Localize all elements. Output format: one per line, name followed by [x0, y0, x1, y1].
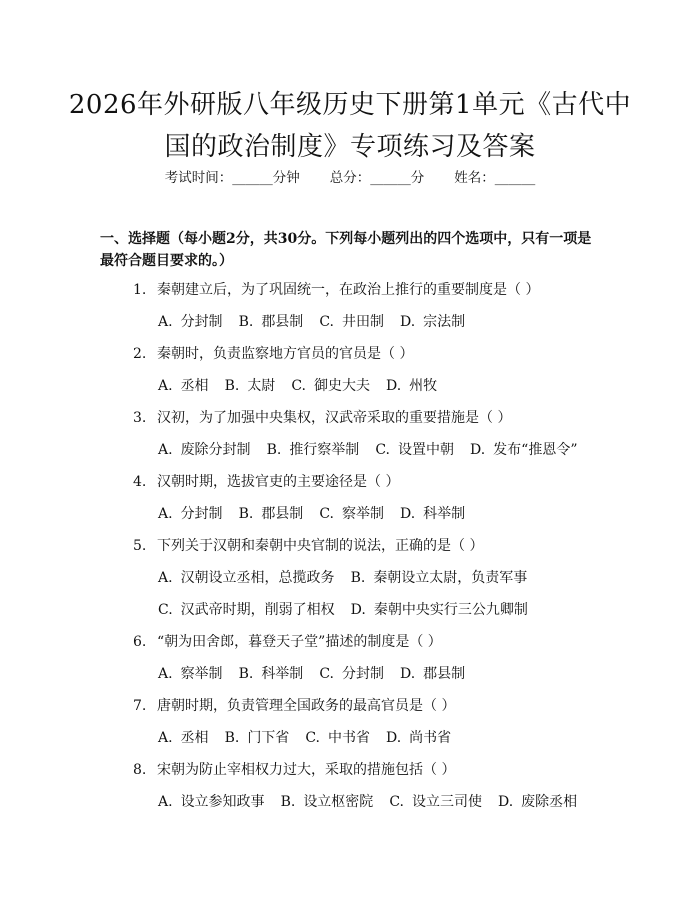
option[interactable]: B. 郡县制 — [238, 506, 304, 522]
options-row — [158, 568, 527, 588]
question-number: 8. — [133, 762, 147, 778]
option[interactable]: B. 秦朝设立太尉，负责军事 — [350, 570, 528, 586]
question — [133, 760, 455, 780]
question — [133, 408, 511, 428]
option[interactable]: C. 御史大夫 — [291, 378, 370, 394]
option[interactable]: C. 设置中朝 — [375, 442, 454, 458]
option[interactable]: B. 设立枢密院 — [280, 794, 374, 810]
question-text: 唐朝时期，负责管理全国政务的最高官员是（ ） — [157, 698, 456, 714]
options-row — [158, 440, 578, 460]
question-number: 1. — [133, 282, 147, 298]
option[interactable]: B. 郡县制 — [238, 314, 304, 330]
options-row — [158, 664, 465, 684]
question-text: 秦朝建立后，为了巩固统一，在政治上推行的重要制度是（ ） — [157, 282, 540, 298]
option[interactable]: A. 设立参知政事 — [158, 794, 265, 810]
option[interactable]: A. 分封制 — [158, 314, 223, 330]
question-number: 3. — [133, 410, 147, 426]
options-row — [158, 504, 465, 524]
option[interactable]: D. 发布“推恩令” — [469, 442, 578, 458]
option[interactable]: C. 中书省 — [305, 730, 370, 746]
question-text: 汉初，为了加强中央集权，汉武帝采取的重要措施是（ ） — [157, 410, 512, 426]
option[interactable]: B. 门下省 — [224, 730, 290, 746]
option[interactable]: C. 井田制 — [319, 314, 384, 330]
question-text: 汉朝时期，选拔官吏的主要途径是（ ） — [157, 474, 400, 490]
question — [133, 536, 483, 556]
question-number: 5. — [133, 538, 147, 554]
option[interactable]: B. 科举制 — [238, 666, 304, 682]
option[interactable]: A. 废除分封制 — [158, 442, 251, 458]
options-row — [158, 600, 528, 620]
options-row — [158, 792, 577, 812]
question — [133, 280, 539, 300]
option[interactable]: A. 察举制 — [158, 666, 223, 682]
option[interactable]: A. 丞相 — [158, 730, 209, 746]
option[interactable]: C. 分封制 — [319, 666, 384, 682]
options-row — [158, 728, 451, 748]
option[interactable]: C. 设立三司使 — [389, 794, 482, 810]
option[interactable]: B. 太尉 — [224, 378, 276, 394]
option[interactable]: D. 尚书省 — [385, 730, 452, 746]
question-text: 宋朝为防止宰相权力过大，采取的措施包括（ ） — [157, 762, 456, 778]
option[interactable]: D. 州牧 — [385, 378, 438, 394]
option[interactable]: C. 察举制 — [319, 506, 384, 522]
option[interactable]: D. 废除丞相 — [497, 794, 578, 810]
question-number: 4. — [133, 474, 147, 490]
question — [133, 472, 399, 492]
question-text: 下列关于汉朝和秦朝中央官制的说法，正确的是（ ） — [157, 538, 484, 554]
page-title: 2026年外研版八年级历史下册第1单元《古代中国的政治制度》专项练习及答案 — [68, 90, 632, 162]
question — [133, 632, 442, 652]
option[interactable]: B. 推行察举制 — [266, 442, 360, 458]
option[interactable]: A. 丞相 — [158, 378, 209, 394]
question-text: 秦朝时，负责监察地方官员的官员是（ ） — [157, 346, 414, 362]
option[interactable]: D. 科举制 — [399, 506, 466, 522]
student-name: 姓名：______ — [454, 170, 536, 186]
option[interactable]: D. 宗法制 — [399, 314, 466, 330]
total-score: 总分：______分 — [329, 170, 425, 186]
question — [133, 344, 413, 364]
exam-time: 考试时间：______分钟 — [164, 170, 300, 186]
options-row — [158, 376, 437, 396]
question — [133, 696, 455, 716]
section-heading: 一、选择题（每小题2分，共30分。下列每小题列出的四个选项中，只有一项是最符合题目要求的。） — [100, 231, 592, 269]
question-number: 6. — [133, 634, 147, 650]
option[interactable]: A. 分封制 — [158, 506, 223, 522]
option[interactable]: C. 汉武帝时期，削弱了相权 — [158, 602, 335, 618]
question-text: “朝为田舍郎，暮登天子堂”描述的制度是（ ） — [157, 634, 442, 650]
options-row — [158, 312, 465, 332]
option[interactable]: D. 郡县制 — [399, 666, 466, 682]
option[interactable]: D. 秦朝中央实行三公九卿制 — [350, 602, 528, 618]
option[interactable]: A. 汉朝设立丞相，总揽政务 — [158, 570, 335, 586]
exam-meta — [0, 168, 700, 188]
question-number: 7. — [133, 698, 147, 714]
question-number: 2. — [133, 346, 147, 362]
